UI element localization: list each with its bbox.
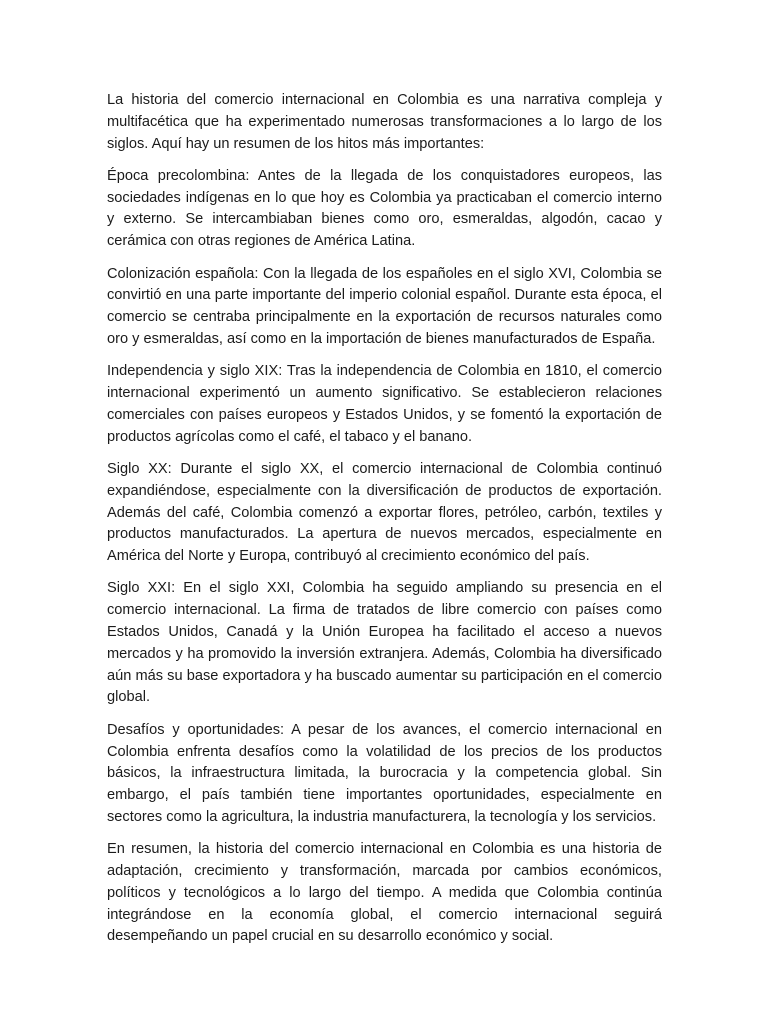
paragraph-siglo-xx: Siglo XX: Durante el siglo XX, el comercio internacional de Colombia continuó expandiéndose, especialmente con la diversificación de productos de exportación. Además del café, Colombia comenzó a exportar flores, petróleo, carbón, textiles y productos manufacturados. La apertura de nuevos mercados, especialmente en América del Norte y Europa, contribuyó al crecimiento económico del país. — [107, 460, 662, 565]
paragraph-independencia: Independencia y siglo XIX: Tras la independencia de Colombia en 1810, el comercio internacional experimentó un aumento significativo. Se establecieron relaciones comerciales con países europeos y Estados Unidos, y se fomentó la exportación de productos agrícolas como el café, el tabaco y el banano. — [107, 363, 662, 445]
document-page — [107, 90, 662, 948]
paragraph-desafios: Desafíos y oportunidades: A pesar de los avances, el comercio internacional en Colombia enfrenta desafíos como la volatilidad de los precios de los productos básicos, la infraestructura limitada, la burocracia y la competencia global. Sin embargo, el país también tiene importantes oportunidades, especialmente en sectores como la agricultura, la industria manufacturera, la tecnología y los servicios. — [107, 721, 662, 825]
paragraph-precolombina: Época precolombina: Antes de la llegada de los conquistadores europeos, las sociedades indígenas en lo que hoy es Colombia ya practicaban el comercio interno y externo. Se intercambiaban bienes como oro, esmeraldas, algodón, cacao y cerámica con otras regiones de América Latina. — [107, 167, 662, 250]
paragraph-colonizacion: Colonización española: Con la llegada de los españoles en el siglo XVI, Colombia se convirtió en una parte importante del imperio colonial español. Durante esta época, el comercio se centraba principalmente en la exportación de recursos naturales como oro y esmeraldas, así como en la importación de bienes manufacturados de España. — [107, 265, 662, 347]
paragraph-resumen: En resumen, la historia del comercio internacional en Colombia es una historia de adaptación, crecimiento y transformación, marcada por cambios económicos, políticos y tecnológicos a lo largo del tiempo. A medida que Colombia continúa integrándose en la economía global, el comercio internacional seguirá desempeñando un papel crucial en su desarrollo económico y social. — [107, 841, 662, 945]
paragraph-intro: La historia del comercio internacional en Colombia es una narrativa compleja y multifacética que ha experimentado numerosas transformaciones a lo largo de los siglos. Aquí hay un resumen de los hitos más importantes: — [107, 92, 662, 152]
paragraph-siglo-xxi: Siglo XXI: En el siglo XXI, Colombia ha seguido ampliando su presencia en el comercio internacional. La firma de tratados de libre comercio con países como Estados Unidos, Canadá y la Unión Europea ha facilitado el acceso a nuevos mercados y ha promovido la inversión extranjera. Además, Colombia ha diversificado aún más su base exportadora y ha buscado aumentar su participación en el comercio global. — [107, 580, 662, 706]
